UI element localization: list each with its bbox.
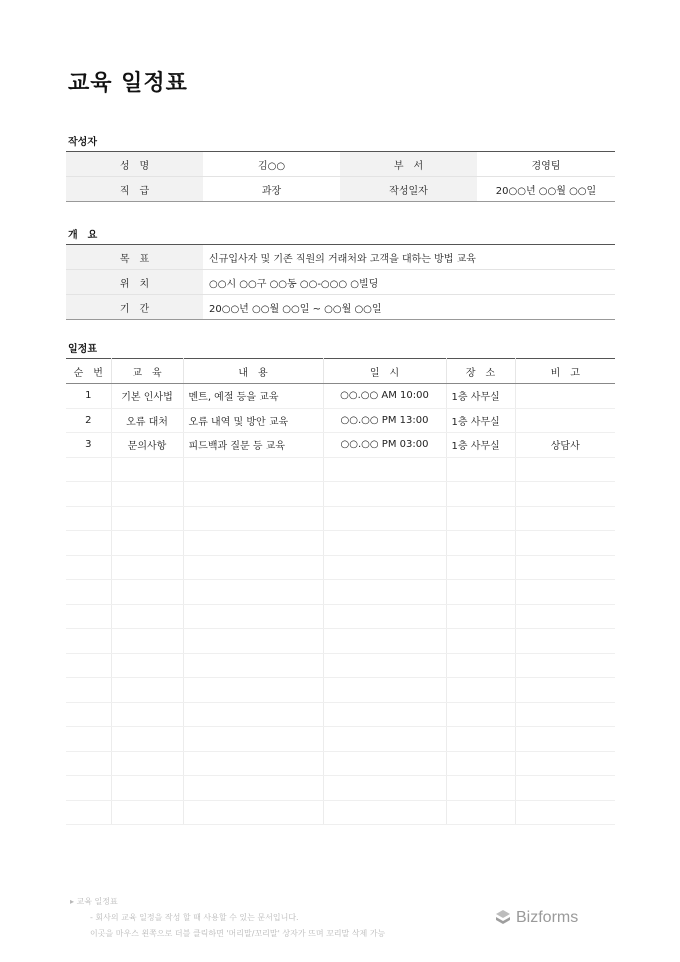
empty-cell — [66, 531, 111, 556]
empty-cell — [111, 580, 183, 605]
document-title: 교육 일정표 — [68, 71, 188, 96]
empty-table-row — [66, 702, 615, 727]
footer-instruction: 이곳을 마우스 왼쪽으로 더블 클릭하면 '머리말/꼬리말' 상자가 뜨며 꼬리말 삭제 가능 — [90, 929, 386, 938]
empty-cell — [66, 800, 111, 825]
empty-cell — [446, 776, 515, 801]
empty-cell — [515, 555, 615, 580]
footer-notes — [70, 894, 385, 942]
empty-cell — [66, 751, 111, 776]
col-header-course: 교 육 — [111, 359, 183, 384]
empty-cell — [183, 555, 323, 580]
empty-cell — [111, 702, 183, 727]
empty-cell — [111, 727, 183, 752]
empty-cell — [323, 457, 446, 482]
empty-cell — [111, 629, 183, 654]
empty-cell — [111, 482, 183, 507]
col-header-content: 내 용 — [183, 359, 323, 384]
written-date-value: 20○○년 ○○월 ○○일 — [495, 185, 597, 197]
department-label: 부 서 — [340, 152, 477, 177]
name-label: 성 명 — [66, 152, 203, 177]
empty-cell — [515, 629, 615, 654]
empty-cell — [111, 776, 183, 801]
overview-table — [66, 244, 615, 320]
schedule-table — [66, 358, 615, 825]
table-row — [66, 270, 615, 295]
empty-cell — [446, 653, 515, 678]
empty-cell — [446, 800, 515, 825]
row-place: 1층 사무실 — [446, 408, 515, 433]
table-row — [66, 177, 615, 202]
row-course: 오류 대처 — [111, 408, 183, 433]
row-content: 피드백과 질문 등 교육 — [183, 433, 323, 458]
row-content: 멘트, 예절 등을 교육 — [183, 384, 323, 409]
empty-cell — [183, 482, 323, 507]
empty-cell — [183, 800, 323, 825]
empty-cell — [446, 604, 515, 629]
row-note — [515, 408, 615, 433]
empty-cell — [446, 506, 515, 531]
empty-cell — [323, 678, 446, 703]
empty-table-row — [66, 580, 615, 605]
empty-cell — [111, 531, 183, 556]
logo-text: Bizforms — [516, 909, 579, 926]
empty-cell — [183, 580, 323, 605]
empty-cell — [446, 751, 515, 776]
empty-cell — [183, 629, 323, 654]
table-row — [66, 152, 615, 177]
empty-cell — [111, 604, 183, 629]
empty-cell — [515, 751, 615, 776]
row-content: 오류 내역 및 방안 교육 — [183, 408, 323, 433]
empty-table-row — [66, 531, 615, 556]
name-value: 김○○ — [203, 152, 340, 177]
empty-table-row — [66, 604, 615, 629]
empty-cell — [323, 506, 446, 531]
empty-cell — [66, 678, 111, 703]
rank-label: 직 급 — [66, 177, 203, 202]
author-info-table — [66, 151, 615, 202]
empty-table-row — [66, 776, 615, 801]
period-label: 기 간 — [66, 295, 203, 320]
empty-cell — [111, 678, 183, 703]
empty-cell — [183, 506, 323, 531]
empty-cell — [515, 457, 615, 482]
empty-cell — [323, 482, 446, 507]
empty-cell — [446, 457, 515, 482]
empty-cell — [515, 727, 615, 752]
table-row — [66, 245, 615, 270]
empty-cell — [515, 653, 615, 678]
empty-table-row — [66, 800, 615, 825]
empty-cell — [66, 727, 111, 752]
row-no: 3 — [66, 433, 111, 458]
empty-cell — [66, 702, 111, 727]
empty-cell — [183, 604, 323, 629]
row-note: 상담사 — [515, 433, 615, 458]
department-value: 경영팀 — [477, 152, 615, 177]
empty-cell — [515, 800, 615, 825]
empty-cell — [111, 800, 183, 825]
col-header-datetime: 일 시 — [323, 359, 446, 384]
empty-cell — [515, 776, 615, 801]
empty-cell — [515, 604, 615, 629]
empty-table-row — [66, 629, 615, 654]
empty-cell — [446, 678, 515, 703]
empty-cell — [323, 776, 446, 801]
written-date-label: 작성일자 — [340, 177, 477, 202]
empty-cell — [323, 702, 446, 727]
empty-cell — [323, 604, 446, 629]
footer-title: ▸ 교육 일정표 — [70, 897, 118, 906]
empty-table-row — [66, 506, 615, 531]
footer-description: - 회사의 교육 일정을 작성 할 때 사용할 수 있는 문서입니다. — [90, 913, 299, 922]
empty-cell — [111, 653, 183, 678]
empty-table-row — [66, 482, 615, 507]
row-course: 문의사항 — [111, 433, 183, 458]
empty-cell — [515, 702, 615, 727]
row-datetime: ○○.○○ PM 13:00 — [323, 408, 446, 433]
empty-cell — [323, 555, 446, 580]
empty-table-row — [66, 457, 615, 482]
empty-cell — [66, 776, 111, 801]
empty-cell — [446, 580, 515, 605]
table-row — [66, 384, 615, 409]
period-value: 20○○년 ○○월 ○○일 ~ ○○월 ○○일 — [209, 303, 382, 315]
col-header-no: 순 번 — [66, 359, 111, 384]
row-note — [515, 384, 615, 409]
schedule-section-label: 일정표 — [68, 344, 97, 355]
empty-cell — [66, 629, 111, 654]
empty-cell — [183, 653, 323, 678]
empty-cell — [446, 727, 515, 752]
row-datetime: ○○.○○ PM 03:00 — [323, 433, 446, 458]
empty-cell — [446, 531, 515, 556]
row-place: 1층 사무실 — [446, 433, 515, 458]
empty-cell — [515, 531, 615, 556]
author-section-label: 작성자 — [68, 137, 97, 148]
goal-label: 목 표 — [66, 245, 203, 270]
table-row — [66, 433, 615, 458]
row-place: 1층 사무실 — [446, 384, 515, 409]
row-no: 2 — [66, 408, 111, 433]
empty-cell — [66, 653, 111, 678]
row-datetime: ○○.○○ AM 10:00 — [323, 384, 446, 409]
empty-cell — [323, 800, 446, 825]
overview-section-label: 개 요 — [68, 230, 98, 241]
empty-cell — [183, 678, 323, 703]
empty-cell — [111, 751, 183, 776]
empty-table-row — [66, 653, 615, 678]
goal-value: 신규입사자 및 기존 직원의 거래처와 고객을 대하는 방법 교육 — [203, 245, 615, 270]
empty-cell — [183, 727, 323, 752]
row-no: 1 — [66, 384, 111, 409]
table-header-row — [66, 359, 615, 384]
empty-cell — [66, 580, 111, 605]
empty-cell — [323, 727, 446, 752]
row-course: 기본 인사법 — [111, 384, 183, 409]
empty-cell — [515, 482, 615, 507]
empty-cell — [515, 580, 615, 605]
bizforms-logo — [494, 909, 578, 927]
table-row — [66, 408, 615, 433]
empty-cell — [183, 702, 323, 727]
empty-cell — [66, 604, 111, 629]
empty-cell — [66, 555, 111, 580]
col-header-note: 비 고 — [515, 359, 615, 384]
empty-cell — [515, 678, 615, 703]
empty-table-row — [66, 678, 615, 703]
empty-cell — [323, 751, 446, 776]
empty-table-row — [66, 727, 615, 752]
empty-cell — [323, 531, 446, 556]
empty-cell — [446, 702, 515, 727]
empty-cell — [66, 482, 111, 507]
empty-cell — [66, 506, 111, 531]
empty-cell — [111, 555, 183, 580]
empty-cell — [111, 457, 183, 482]
empty-cell — [323, 653, 446, 678]
empty-cell — [66, 457, 111, 482]
empty-cell — [446, 555, 515, 580]
empty-cell — [515, 506, 615, 531]
location-label: 위 치 — [66, 270, 203, 295]
rank-value: 과장 — [261, 185, 282, 197]
bizforms-logo-icon — [494, 909, 512, 927]
empty-cell — [323, 629, 446, 654]
empty-table-row — [66, 751, 615, 776]
location-value: ○○시 ○○구 ○○동 ○○-○○○ ○빌딩 — [203, 270, 615, 295]
col-header-place: 장 소 — [446, 359, 515, 384]
empty-cell — [183, 457, 323, 482]
empty-cell — [183, 776, 323, 801]
empty-cell — [111, 506, 183, 531]
empty-table-row — [66, 555, 615, 580]
empty-cell — [323, 580, 446, 605]
empty-cell — [446, 629, 515, 654]
empty-cell — [183, 751, 323, 776]
table-row — [66, 295, 615, 320]
empty-cell — [183, 531, 323, 556]
empty-cell — [446, 482, 515, 507]
